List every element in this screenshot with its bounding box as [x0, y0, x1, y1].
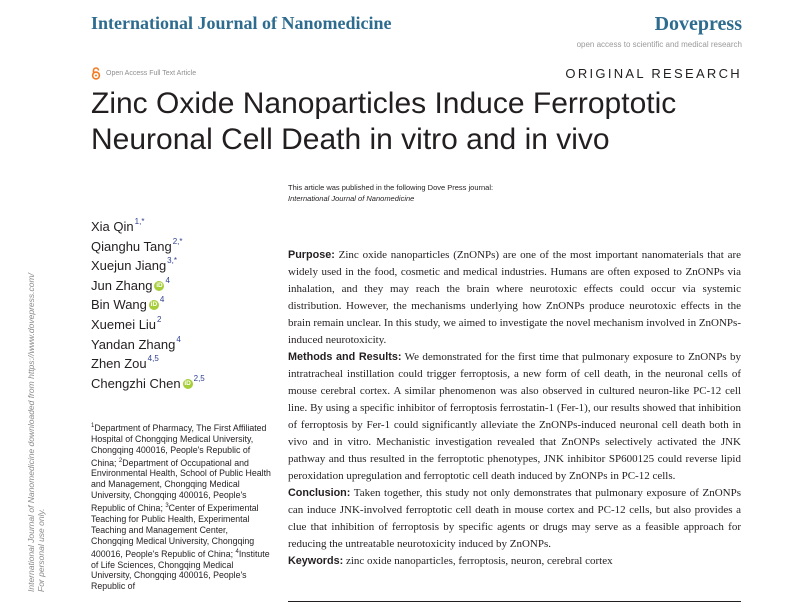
conclusion-label: Conclusion: [288, 487, 351, 499]
affiliation-text: Department of Occupational and Environmental Health, School of Public Health and Management, Chongqing Medical University, Chongqing 400016, People's Republic of China; [91, 457, 271, 514]
abstract-methods [288, 349, 741, 485]
author-affiliation-ref: 2 [157, 314, 162, 324]
author-name[interactable]: Jun Zhang [91, 277, 153, 293]
affiliation-text: Department of Pharmacy, The First Affiliated Hospital of Chongqing Medical University, Chongqing 400016, People's Republic of China; [91, 422, 267, 468]
publisher-tagline: open access to scientific and medical research [576, 40, 742, 49]
divider [288, 601, 741, 602]
download-watermark-line-1: International Journal of Nanomedicine downloaded from https://www.dovepress.com/ [26, 273, 36, 592]
author-name[interactable]: Xuemei Liu [91, 316, 157, 332]
author-list [91, 217, 205, 393]
keywords-text: zinc oxide nanoparticles, ferroptosis, neuron, cerebral cortex [345, 555, 613, 567]
author-affiliation-ref: 1,* [134, 217, 145, 226]
author-name[interactable]: Yandan Zhang [91, 336, 176, 352]
author-affiliation-ref: 3,* [167, 256, 177, 266]
journal-name[interactable]: International Journal of Nanomedicine [91, 13, 392, 33]
affiliation-number: 1 [91, 423, 95, 429]
purpose-text: Zinc oxide nanoparticles (ZnONPs) are one of the most important nanomaterials that are widely used in the food, cosmetic and medical industries. Humans are often exposed to ZnONPs via inhalation, and they may reach the brain where neurotoxic effects could occur via systemic distribution. However, the mechanisms underlying how ZnONPs produce neurotoxic effects in the brain remain unclear. In this study, we aimed to investigate the novel mechanism involved in ZnONPs-induced neurotoxicity. [288, 249, 742, 346]
author-affiliation-ref: 2,5 [193, 373, 205, 383]
abstract [288, 247, 741, 570]
author-item [91, 256, 205, 276]
author-item [91, 276, 205, 296]
orcid-icon[interactable]: iD [150, 301, 158, 309]
orcid-icon[interactable]: iD [156, 281, 163, 289]
download-watermark [26, 273, 46, 592]
title-line-2: Neuronal Cell Death in vitro and in vivo [91, 123, 610, 156]
author-affiliation-ref: 2,* [172, 236, 183, 246]
author-name[interactable]: Qianghu Tang [91, 238, 172, 254]
author-affiliation-ref: 4 [159, 295, 165, 305]
affiliations [91, 421, 272, 592]
download-watermark-line-2: For personal use only. [36, 508, 46, 592]
author-name[interactable]: Xuejun Jiang [91, 258, 167, 274]
orcid-icon[interactable]: iD [184, 379, 191, 387]
author-item [91, 374, 205, 394]
article-title [91, 86, 731, 158]
abstract-conclusion [288, 485, 741, 553]
author-name[interactable]: Xia Qin [91, 219, 134, 234]
author-item [91, 354, 205, 374]
author-item [91, 315, 205, 335]
publication-note-text: This article was published in the following Dove Press journal: [288, 183, 494, 192]
author-item [91, 237, 205, 257]
affiliation-number: 2 [118, 457, 123, 464]
conclusion-text: Taken together, this study not only demonstrates that pulmonary exposure of ZnONPs can induce JNK-involved ferroptotic cell death in mouse cortex and PC-12 cells, but also provides a clue that inhibition of ferroptosis by specific agents or drugs may serve as a feasible approach for reducing the untreatable neurotoxicity induced by ZnONPs. [288, 487, 741, 550]
open-access-lock-icon [91, 67, 101, 80]
author-affiliation-ref: 4,5 [147, 354, 159, 364]
author-affiliation-ref: 4 [165, 275, 170, 285]
author-affiliation-ref: 4 [176, 334, 181, 344]
open-access-label: Open Access Full Text Article [106, 70, 197, 77]
title-line-1: Zinc Oxide Nanoparticles Induce Ferroptotic [91, 87, 677, 120]
open-access-badge [91, 67, 196, 80]
affiliation-number: 4 [235, 548, 239, 555]
publication-note-journal: International Journal of Nanomedicine [288, 194, 415, 203]
publication-note [288, 182, 493, 204]
author-name[interactable]: Chengzhi Chen [91, 375, 181, 391]
methods-label: Methods and Results: [288, 351, 402, 363]
affiliation-text: Institute of Life Sciences, Chongqing Medical University, Chongqing 400016, People's Republic of [91, 548, 270, 592]
abstract-keywords [288, 553, 741, 570]
methods-text: We demonstrated for the first time that pulmonary exposure to ZnONPs by intratracheal instillation could trigger ferroptosis, a new form of cell death, in the neuronal cells of mouse cerebral cortex. A similar phenomenon was also observed in cultured neuron-like PC-12 cell line. By using a specific inhibitor of ferroptosis ferrostatin-1 (Fer-1), our results showed that inhibition of ferroptosis by Fer-1 could significantly alleviate the ZnONPs-induced neuronal cell death both in vivo and in vitro. Mechanistic investigation revealed that ZnONPs selectively activated the JNK pathway and thus resulted in the ferroptotic phenotypes, JNK inhibitor SP600125 could reverse lipid peroxidation upregulation and ferroptotic cell death induced by ZnONPs in PC-12 cells. [288, 351, 741, 482]
affiliation-text: Center of Experimental Teaching for Public Health, Experimental Teaching and Management Center, Chongqing Medical University, Chongqing 400016, People's Republic of China; [91, 503, 259, 559]
author-name[interactable]: Bin Wang [91, 297, 147, 313]
affiliation-number: 3 [165, 503, 169, 510]
abstract-purpose [288, 247, 741, 349]
author-item [91, 295, 205, 315]
article-type: ORIGINAL RESEARCH [565, 66, 742, 81]
keywords-label: Keywords: [288, 555, 344, 567]
purpose-label: Purpose: [288, 249, 335, 261]
publisher-logo[interactable]: Dovepress [654, 13, 742, 35]
author-name[interactable]: Zhen Zou [91, 356, 147, 372]
author-item [91, 217, 205, 237]
